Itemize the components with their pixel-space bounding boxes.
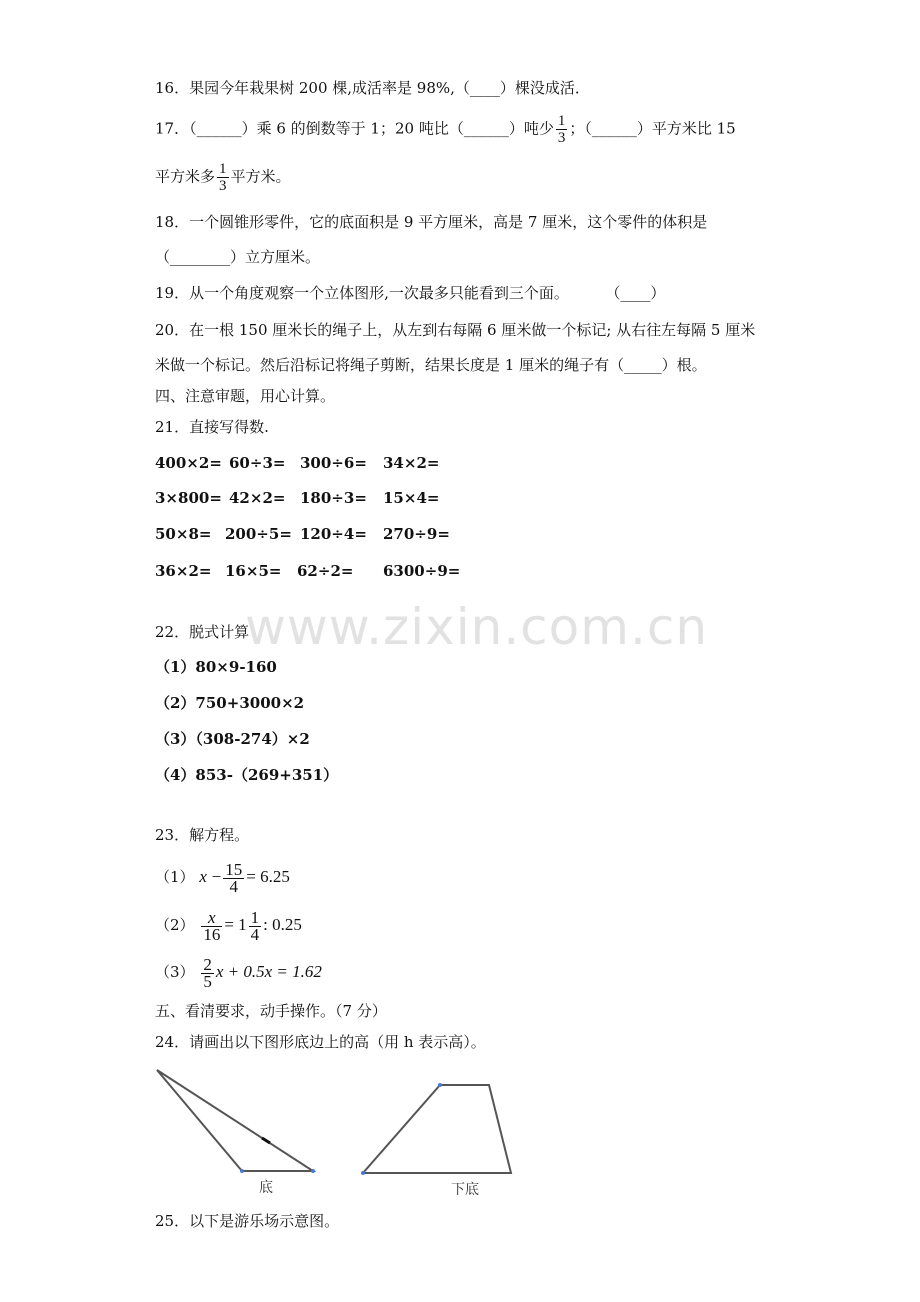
step-calc-item: （4）853-（269+351） <box>155 766 339 784</box>
trapezoid-figure <box>361 1083 511 1175</box>
calc-item: 16×5= <box>225 562 282 580</box>
eq-rest: x + 0.5x = 1.62 <box>215 962 322 981</box>
eq-label: （1） <box>155 868 195 886</box>
fraction-denominator: 16 <box>203 924 221 944</box>
question-18-line2: （________）立方厘米。 <box>155 248 321 266</box>
q17-part-c: 平方米多 <box>155 167 216 186</box>
calc-item: 36×2= <box>155 562 212 580</box>
fraction-numerator: 2 <box>203 954 212 974</box>
calc-item: 300÷6= <box>300 454 367 472</box>
calc-item: 34×2= <box>383 454 440 472</box>
calc-item: 3×800= <box>155 489 222 507</box>
calc-item: 42×2= <box>229 489 286 507</box>
q17-part-b: ；（______）平方米比 15 <box>569 119 736 138</box>
calc-item: 60÷3= <box>229 454 286 472</box>
calc-item: 200÷5= <box>225 525 292 543</box>
fraction-numerator: 15 <box>225 859 243 879</box>
fraction-denominator: 4 <box>229 876 238 896</box>
eq-rhs: : 0.25 <box>263 915 302 934</box>
fraction-denominator: 3 <box>219 178 227 194</box>
trapezoid-base-label: 下底 <box>451 1182 479 1198</box>
fraction-numerator: 1 <box>219 161 227 177</box>
watermark: www.zixin.com.cn <box>245 598 709 656</box>
section-5-heading: 五、看清要求，动手操作。（7 分） <box>155 1002 387 1020</box>
eq-operator: − <box>211 867 222 886</box>
calc-item: 50×8= <box>155 525 212 543</box>
fraction-numerator: x <box>201 910 222 927</box>
question-20-line1: 20．在一根 150 厘米长的绳子上，从左到右每隔 6 厘米做一个标记; 从右往左每隔 5 厘米 <box>155 321 756 339</box>
calc-item: 62÷2= <box>297 562 354 580</box>
question-22-title: 22．脱式计算 <box>155 623 250 641</box>
question-20-line2: 米做一个标记。然后沿标记将绳子剪断，结果长度是 1 厘米的绳子有（_____）根。 <box>155 356 707 374</box>
question-18-line1: 18．一个圆锥形零件，它的底面积是 9 平方厘米，高是 7 厘米，这个零件的体积是 <box>155 213 708 231</box>
eq-label: （2） <box>155 916 195 934</box>
calc-item: 270÷9= <box>383 525 450 543</box>
q17-part-a: 17．（______）乘 6 的倒数等于 1；20 吨比（______）吨少 <box>155 119 554 138</box>
calc-item: 15×4= <box>383 489 440 507</box>
q17-part-d: 平方米。 <box>230 167 291 186</box>
triangle-base-label: 底 <box>259 1180 273 1196</box>
question-24: 24．请画出以下图形底边上的高（用 h 表示高）。 <box>155 1033 486 1051</box>
section-4-heading: 四、注意审题，用心计算。 <box>155 387 336 405</box>
step-calc-item: （3）（308-274）×2 <box>155 730 310 748</box>
fraction-denominator: 5 <box>203 971 212 991</box>
fraction-numerator: 1 <box>250 907 260 927</box>
eq-label: （3） <box>155 963 195 981</box>
calc-item: 400×2= <box>155 454 222 472</box>
q19-blank: （____） <box>612 284 666 302</box>
q19-text: 19．从一个角度观察一个立体图形,一次最多只能看到三个面。 <box>155 284 569 302</box>
step-calc-item: （1）80×9-160 <box>155 658 277 676</box>
eq-equals: = 1 <box>224 915 247 934</box>
fraction-denominator: 4 <box>250 924 260 944</box>
fraction-numerator: 1 <box>557 113 566 129</box>
eq-rhs: = 6.25 <box>246 867 290 886</box>
question-25: 25．以下是游乐场示意图。 <box>155 1212 340 1230</box>
triangle-figure <box>157 1070 315 1173</box>
eq-variable: x <box>199 867 207 886</box>
question-21-title: 21．直接写得数. <box>155 418 269 436</box>
calc-item: 6300÷9= <box>383 562 461 580</box>
calc-item: 180÷3= <box>300 489 367 507</box>
fraction-denominator: 3 <box>557 130 566 146</box>
question-16: 16．果园今年栽果树 200 棵,成活率是 98%,（____）棵没成活． <box>155 79 590 97</box>
question-23-title: 23．解方程。 <box>155 826 250 844</box>
step-calc-item: （2）750+3000×2 <box>155 694 305 712</box>
calc-item: 120÷4= <box>300 525 367 543</box>
